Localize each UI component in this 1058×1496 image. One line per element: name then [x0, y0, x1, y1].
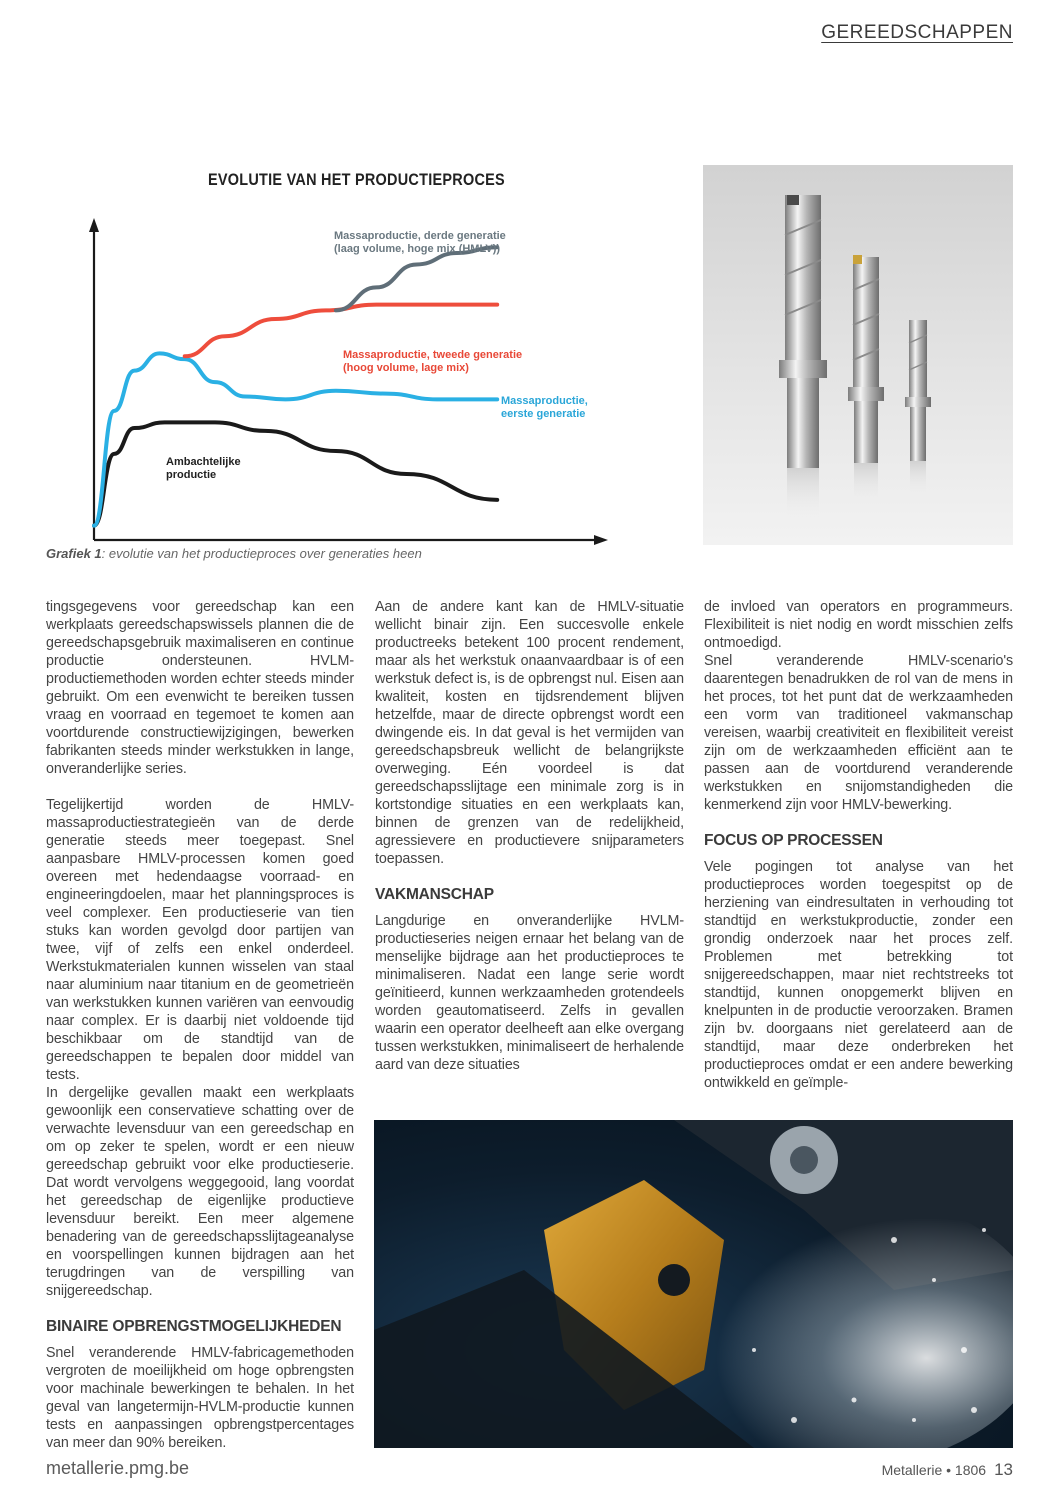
website-url[interactable]: metallerie.pmg.be	[46, 1458, 190, 1478]
chart-axes	[89, 218, 608, 545]
section-label: GEREEDSCHAPPEN	[821, 22, 1013, 43]
paragraph: In dergelijke gevallen maakt een werkplaats gewoonlijk een conservatieve schatting over de verwachte levensduur van een gereedschap en om op zeker te spelen, wordt er een nieuw gereedschap gebruikt voor elke productieserie. Dat wordt vervolgens weggegooid, lang voordat het gereedschap de eigenlijke productieve levensduur bereikt. Een meer algemene benadering van de gereedschapsslijtageanalyse en voorspellingen kunnen bijdragen aan het terugdringen van de verspilling van snijgereedschap.	[46, 1085, 354, 1299]
page-number: 13	[994, 1460, 1013, 1479]
series-line-1	[94, 422, 497, 525]
paragraph: Tegelijkertijd worden de HMLV-massaproductiestrategieën van de derde generatie steeds meer toegepast. Snel aanpasbare HMLV-processen komen goed overeen met hedendaagse voorraad- en engineeringdoelen, maar het planningsproces is veel complexer. Een productieserie van tien stuks kan worden gevolgd door partijen van twee, vijf of zelfs een enkel onderdeel. Werkstukmaterialen kunnen wisselen van staal naar aluminium naar titanium en de geometrieën van werkstukken kunnen variëren van eenvoudig naar complex. Er is daarbij niet voldoende tijd beschikbaar om de standtijd van de gereedschappen te bepalen door middel van tests.	[46, 797, 354, 1083]
issue-label: Metallerie • 1806	[881, 1462, 987, 1478]
x-axis-arrow	[594, 535, 608, 545]
section-heading: VAKMANSCHAP	[375, 886, 494, 903]
page-footer	[882, 1460, 1013, 1480]
y-axis-arrow	[89, 218, 99, 232]
chart-title: EVOLUTIE VAN HET PRODUCTIEPROCES	[208, 170, 505, 189]
series-label-2: eerste generatie	[501, 408, 586, 420]
chart-svg	[46, 160, 626, 570]
small-drill	[905, 320, 931, 495]
text-column-3	[704, 598, 1013, 1092]
production-evolution-chart	[46, 160, 626, 570]
chart-labels-group	[166, 230, 588, 481]
chart-series-group	[94, 247, 497, 525]
paragraph: Snel veranderende HMLV-scenario's daarentegen benadrukken de rol van de mens in het proces, tot het punt dat de werkzaamheden een vorm van traditioneel vakmanschap vereisen, waarbij creativiteit en flexibiliteit vereist zijn om de werkzaamheden efficiënt aan te passen aan de voortdurend veranderende werkstukken en snijomstandigheden die kenmerkend zijn voor HMLV-bewerking.	[704, 653, 1013, 813]
series-label-4: Massaproductie, derde generatie	[334, 230, 506, 242]
series-label-2: Massaproductie,	[501, 395, 588, 407]
section-heading: BINAIRE OPBRENGSTMOGELIJKHEDEN	[46, 1318, 342, 1335]
paragraph: Snel veranderende HMLV-fabricagemethoden vergroten de moeilijkheid om hoge opbrengsten voor machinale bewerkingen te behalen. In het geval van langetermijn-HVLM-productie kunnen tests en aanpassingen opbrengstpercentages van meer dan 90% bereiken.	[46, 1345, 354, 1451]
caption-bold: Grafiek 1	[46, 546, 102, 561]
caption-text: : evolutie van het productieproces over generaties heen	[101, 546, 422, 561]
paragraph: de invloed van operators en programmeurs. Flexibiliteit is niet nodig en wordt misschien zelfs ontmoedigd.	[704, 599, 1013, 651]
series-label-1: productie	[166, 469, 217, 481]
paragraph: tingsgegevens voor gereedschap kan een werkplaats gereedschapswissels plannen die de gereedschapsgebruik maximaliseren en continue productie ondersteunen. HVLM-productiemethoden worden echter steeds minder gebruikt. Om een evenwicht te bereiken tussen vraag en voorraad en tegemoet te komen aan voortdurende constructiewijzigingen, bewerken fabrikanten steeds minder werkstukken in lange, onveranderlijke series.	[46, 599, 354, 777]
figure-caption	[46, 546, 422, 561]
medium-drill	[848, 255, 884, 503]
paragraph: Aan de andere kant kan de HMLV-situatie wellicht binair zijn. Een succesvolle enkele productreeks betekent 100 procent rendement, maar als het werkstuk onaanvaardbaar is of een werkstuk defect is, is de opbrengst nul. Eisen aan kwaliteit, kosten en tijdsrendement blijven hetzelfde, maar de directe opbrengst wordt een dwingende eis. In dat geval is het vermijden van gereedschapsbreuk wellicht de belangrijkste overweging. Eén voordeel is dat gereedschapsslijtage een minimale zorg is in kortstondige situaties en een werkplaats kan, binnen de grenzen van de redelijkheid, agressievere en productievere snijparameters toepassen.	[375, 599, 684, 867]
series-label-1: Ambachtelijke	[166, 456, 241, 468]
drill-tools-photo	[703, 165, 1013, 545]
section-heading: FOCUS OP PROCESSEN	[704, 832, 883, 849]
text-column-1	[46, 598, 354, 1452]
series-line-4	[336, 247, 497, 310]
paragraph: Langdurige en onveranderlijke HVLM-productieseries neigen ernaar het belang van de menselijke bijdrage aan het productieproces te minimaliseren. Nadat een lange serie wordt geïnitieerd, kunnen werkzaamheden grotendeels worden geautomatiseerd. Zelfs in gevallen waarin een operator deelheeft aan elke overgang tussen werkstukken, minimaliseert de herhalende aard van deze situaties	[375, 913, 684, 1073]
text-column-2	[375, 598, 684, 1074]
series-label-3: (hoog volume, lage mix)	[343, 362, 469, 374]
series-label-4: (laag volume, hoge mix (HMLV))	[334, 243, 501, 255]
large-drill	[779, 195, 827, 518]
machining-photo	[374, 1120, 1013, 1448]
drill-tools-illustration	[703, 165, 1013, 545]
machining-illustration	[374, 1120, 1013, 1448]
paragraph: Vele pogingen tot analyse van het productieproces worden toegespitst op de herziening van eindresultaten in verhouding tot standtijd en werkstukproductie, zonder een grondig onderzoek naar het proces zelf. Problemen met betrekking tot snijgereedschappen, maar niet rechtstreeks tot standtijd, kunnen onopgemerkt blijven en knelpunten in de productie veroorzaken. Bramen zijn bv. doorgaans niet gerelateerd aan de standtijd, maar deze onderbreken het productieproces omdat er een andere bewerking ontwikkeld en geïmple-	[704, 859, 1013, 1091]
series-label-3: Massaproductie, tweede generatie	[343, 349, 523, 361]
